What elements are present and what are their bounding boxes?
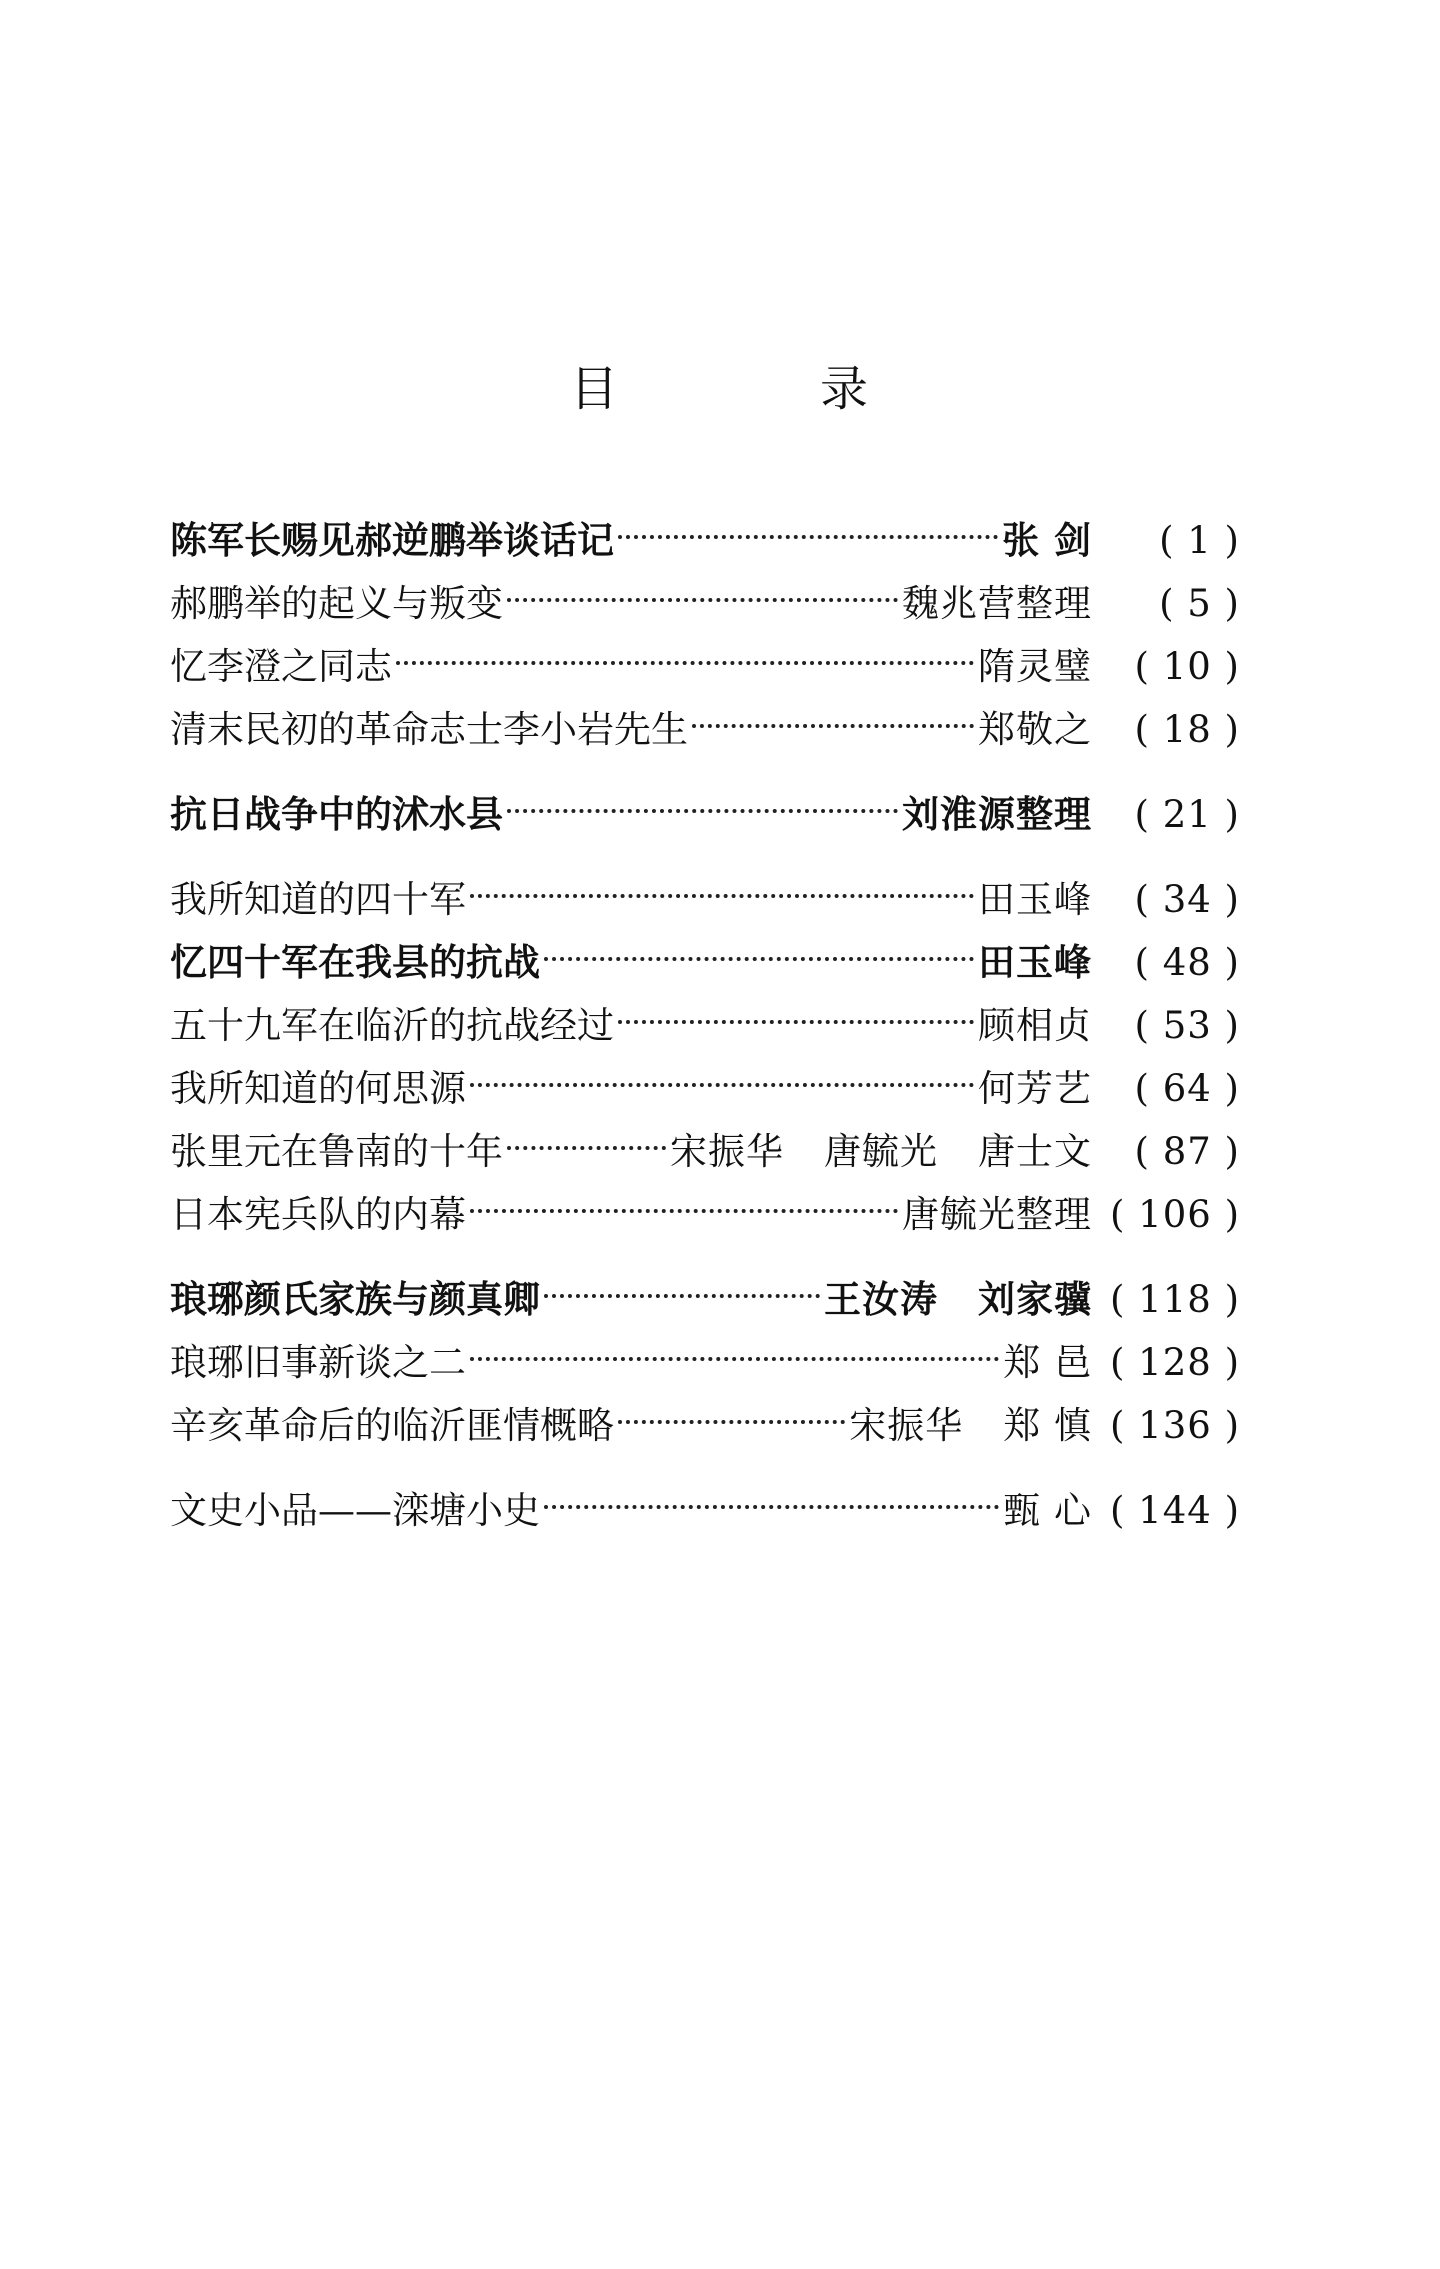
- toc-entry[interactable]: [170, 1312, 1240, 1384]
- author-name: 郑 邑: [1003, 1341, 1092, 1384]
- page-title: [0, 350, 1440, 419]
- leader-dots: [507, 764, 898, 827]
- author-name: 魏兆营整理: [902, 582, 1092, 625]
- toc-entry[interactable]: [170, 764, 1240, 836]
- toc-entry[interactable]: [170, 1101, 1240, 1173]
- toc-entry[interactable]: [170, 849, 1240, 921]
- author-name: 甄 心: [1003, 1489, 1092, 1532]
- author-name: 刘家骥: [978, 1278, 1092, 1321]
- leader-dots: [692, 679, 974, 742]
- author-name: 唐毓光整理: [902, 1193, 1092, 1236]
- table-of-contents: [170, 490, 1240, 1532]
- page-title-char: 目: [569, 361, 620, 417]
- toc-entry[interactable]: [170, 1249, 1240, 1321]
- author-name: 王汝涛: [824, 1278, 938, 1321]
- entry-page-number: ( 64 ): [1134, 1067, 1240, 1110]
- author-name: 唐士文: [978, 1130, 1092, 1173]
- entry-title: 郝鹏举的起义与叛变: [170, 582, 503, 625]
- toc-entry[interactable]: [170, 912, 1240, 984]
- author-name: 张 剑: [1002, 519, 1092, 562]
- entry-page-number: ( 18 ): [1134, 708, 1240, 751]
- entry-title: 我所知道的四十军: [170, 878, 466, 921]
- author-name: 郑 慎: [1003, 1404, 1092, 1447]
- leader-dots: [544, 1249, 820, 1312]
- leader-dots: [396, 616, 974, 679]
- toc-entry[interactable]: [170, 1460, 1240, 1532]
- leader-dots: [618, 975, 974, 1038]
- entry-title: 忆四十军在我县的抗战: [170, 941, 540, 984]
- entry-title: 忆李澄之同志: [170, 645, 392, 688]
- toc-entry[interactable]: [170, 1038, 1240, 1110]
- toc-entry[interactable]: [170, 975, 1240, 1047]
- author-name: 顾相贞: [978, 1004, 1092, 1047]
- entry-page-number: ( 10 ): [1134, 645, 1240, 688]
- entry-page-number: ( 48 ): [1134, 941, 1240, 984]
- entry-title: 张里元在鲁南的十年: [170, 1130, 503, 1173]
- entry-title: 五十九军在临沂的抗战经过: [170, 1004, 614, 1047]
- entry-title: 琅琊旧事新谈之二: [170, 1341, 466, 1384]
- entry-author: [978, 698, 1092, 761]
- leader-dots: [618, 490, 998, 553]
- toc-entry[interactable]: [170, 679, 1240, 751]
- entry-page-number: ( 1 ): [1159, 519, 1240, 562]
- toc-entry[interactable]: [170, 1375, 1240, 1447]
- entry-page-number: ( 5 ): [1159, 582, 1240, 625]
- author-name: 田玉峰: [978, 878, 1092, 921]
- leader-dots: [507, 1101, 666, 1164]
- leader-dots: [618, 1375, 845, 1438]
- leader-dots: [470, 849, 974, 912]
- toc-entry[interactable]: [170, 490, 1240, 562]
- author-name: 田玉峰: [978, 941, 1092, 984]
- page-title-char: 录: [820, 361, 871, 417]
- entry-page-number: ( 21 ): [1134, 793, 1240, 836]
- leader-dots: [470, 1038, 974, 1101]
- leader-dots: [470, 1164, 898, 1227]
- author-name: 郑敬之: [978, 708, 1092, 751]
- entry-title: 琅琊颜氏家族与颜真卿: [170, 1278, 540, 1321]
- entry-title: 清末民初的革命志士李小岩先生: [170, 708, 688, 751]
- entry-author: [849, 1394, 1092, 1457]
- leader-dots: [544, 912, 974, 975]
- entry-title: 陈军长赐见郝逆鹏举谈话记: [170, 519, 614, 562]
- entry-page-number: ( 144 ): [1109, 1489, 1240, 1532]
- leader-dots: [544, 1460, 999, 1523]
- toc-entry[interactable]: [170, 616, 1240, 688]
- entry-page-number: ( 136 ): [1109, 1404, 1240, 1447]
- entry-title: 辛亥革命后的临沂匪情概略: [170, 1404, 614, 1447]
- author-name: 宋振华: [670, 1130, 784, 1173]
- entry-page-number: ( 106 ): [1109, 1193, 1240, 1236]
- author-name: 何芳艺: [978, 1067, 1092, 1110]
- entry-author: [1003, 1479, 1092, 1542]
- entry-author: [902, 783, 1092, 846]
- toc-entry[interactable]: [170, 1164, 1240, 1236]
- toc-entry[interactable]: [170, 553, 1240, 625]
- entry-title: 我所知道的何思源: [170, 1067, 466, 1110]
- entry-title: 抗日战争中的沭水县: [170, 793, 503, 836]
- entry-page-number: ( 118 ): [1109, 1278, 1240, 1321]
- author-name: 刘淮源整理: [902, 793, 1092, 836]
- entry-page-number: ( 128 ): [1109, 1341, 1240, 1384]
- entry-title: 文史小品——滦塘小史: [170, 1489, 540, 1532]
- entry-page-number: ( 87 ): [1134, 1130, 1240, 1173]
- entry-page-number: ( 53 ): [1134, 1004, 1240, 1047]
- leader-dots: [470, 1312, 999, 1375]
- leader-dots: [507, 553, 898, 616]
- author-name: 宋振华: [849, 1404, 964, 1447]
- author-name: 唐毓光: [824, 1130, 938, 1173]
- entry-title: 日本宪兵队的内幕: [170, 1193, 466, 1236]
- author-name: 隋灵璧: [978, 645, 1092, 688]
- entry-author: [902, 1183, 1092, 1246]
- entry-page-number: ( 34 ): [1134, 878, 1240, 921]
